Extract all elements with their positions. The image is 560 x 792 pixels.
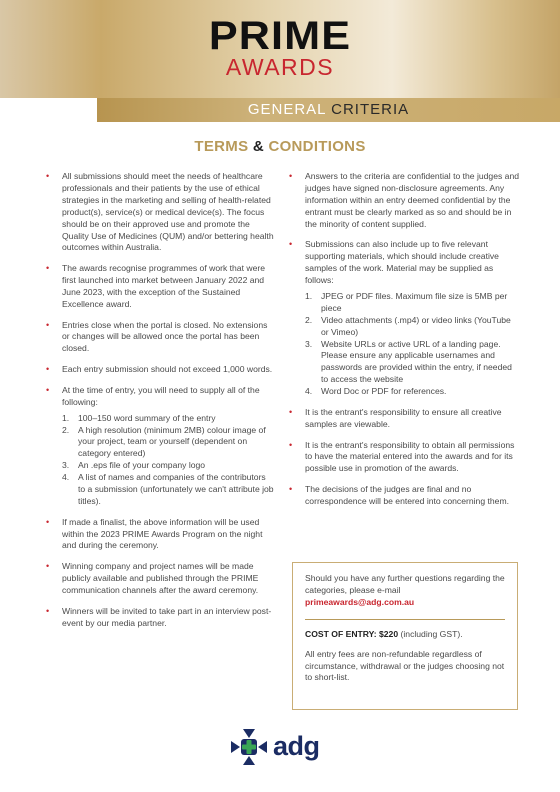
numbered-item-text: Word Doc or PDF for references. [321, 386, 447, 397]
bullet-icon: • [46, 263, 50, 274]
bullet-icon: • [46, 171, 50, 181]
bullet-icon: • [289, 484, 293, 495]
item-number: 2. [305, 314, 313, 325]
bullet-icon: • [289, 439, 293, 450]
numbered-item [62, 413, 274, 425]
list-item [289, 407, 519, 431]
bullet-icon: • [289, 171, 293, 181]
bullet-icon: • [46, 605, 50, 616]
left-column [46, 171, 274, 638]
list-item-text: Each entry submission should not exceed 1,000 words. [62, 364, 273, 375]
cost-of-entry [305, 629, 505, 641]
contact-divider [305, 619, 505, 620]
list-item [46, 364, 274, 376]
list-item-text: It is the entrant's responsibility to obtain all permissions to have the material entered into the awards and for its possible use in promotion of the awards. [305, 439, 515, 474]
section-band [97, 98, 560, 122]
list-item [46, 606, 274, 630]
list-item-text: The decisions of the judges are final and no correspondence will be entered into concerning them. [305, 484, 509, 506]
numbered-item-text: Website URLs or active URL of a landing page. Please ensure any applicable usernames and passwords are provided within the entry, if needed to access the website [321, 338, 512, 385]
right-column [289, 171, 519, 517]
numbered-item-text: 100–150 word summary of the entry [78, 412, 216, 423]
numbered-item [305, 339, 519, 387]
list-item [289, 484, 519, 508]
item-number: 1. [305, 290, 313, 301]
numbered-item-text: An .eps file of your company logo [78, 460, 206, 471]
list-item-text: All submissions should meet the needs of healthcare professionals and their patients by the use of ethical strategies in the marketing and selling of health-related product(s), service(s) or medical device(s). The focus should be on their approved use and promote the Quality Use of Medicines (QUM) and/or bettering health outcomes within Australia. [62, 171, 274, 253]
numbered-item [62, 425, 274, 461]
numbered-item [62, 460, 274, 472]
item-number: 2. [62, 424, 70, 435]
list-item-text: Winning company and project names will be made publicly available and published through the PRIME communication channels after the award ceremony. [62, 561, 259, 595]
list-item-text: Answers to the criteria are confidential to the judges and judges have signed non-disclosure agreements. Any information within an entry deemed confidential by the entrant must be clearly marked as so and should be in the minority of content supplied. [305, 171, 520, 229]
band-word-general: GENERAL [247, 101, 326, 118]
list-item-text: At the time of entry, you will need to supply all of the following: [62, 384, 260, 407]
bullet-icon: • [46, 384, 50, 395]
band-word-criteria: CRITERIA [331, 101, 410, 118]
item-number: 4. [305, 386, 313, 397]
prime-logo-text: PRIME [208, 14, 352, 58]
numbered-item-text: JPEG or PDF files. Maximum file size is 5MB per piece [321, 290, 508, 313]
numbered-item-text: A high resolution (minimum 2MB) colour image of your project, team or yourself (dependent on category entered) [78, 424, 266, 459]
title-terms: TERMS [194, 138, 249, 155]
contact-email-link[interactable]: primeawards@adg.com.au [305, 596, 415, 607]
item-number: 3. [62, 460, 70, 471]
list-item-text: Entries close when the portal is closed. No extensions or changes will be allowed once the portal has been closed. [62, 319, 268, 354]
numbered-item [305, 315, 519, 339]
bullet-icon: • [46, 364, 50, 375]
list-item [46, 517, 274, 553]
numbered-item [305, 291, 519, 315]
adg-logo-text: adg [273, 731, 320, 761]
title-conditions: CONDITIONS [268, 138, 366, 155]
list-item [46, 561, 274, 597]
numbered-list [62, 413, 274, 508]
numbered-item-text: Video attachments (.mp4) or video links (YouTube or Vimeo) [321, 314, 511, 337]
cost-label: COST OF ENTRY: $220 [305, 628, 399, 639]
contact-box [292, 562, 518, 710]
list-item [289, 239, 519, 398]
adg-logo [229, 727, 339, 767]
title-ampersand: & [252, 138, 264, 155]
list-item-text: It is the entrant's responsibility to ensure all creative samples are viewable. [305, 406, 502, 429]
bullet-icon: • [46, 561, 50, 572]
band-gap [0, 98, 97, 120]
list-item-text: Submissions can also include up to five relevant supporting materials, which should include creative samples of the work. Material may be supplied as follows: [305, 239, 499, 286]
bullet-icon: • [289, 239, 293, 250]
list-item [46, 320, 274, 356]
list-item-text: If made a finalist, the above information will be used within the 2023 PRIME Awards Program on the night and during the ceremony. [62, 516, 263, 551]
contact-question: Should you have any further questions regarding the categories, please e-mail [305, 573, 505, 595]
bullet-icon: • [289, 406, 293, 417]
item-number: 4. [62, 472, 70, 483]
list-item-text: Winners will be invited to take part in an interview post-event by our media partner. [62, 605, 272, 628]
bullet-icon: • [46, 516, 50, 527]
item-number: 1. [62, 412, 70, 423]
item-number: 3. [305, 338, 313, 349]
numbered-item [62, 472, 274, 508]
list-item [46, 263, 274, 311]
numbered-list [305, 291, 519, 398]
fees-note: All entry fees are non-refundable regardless of circumstance, withdrawal or the judges choosing not to short-list. [305, 648, 505, 683]
list-item [46, 171, 274, 254]
list-item [46, 385, 274, 508]
list-item [289, 171, 519, 231]
numbered-item-text: A list of names and companies of the contributors to a submission (unfortunately we can't attribute job titles). [78, 472, 274, 506]
list-item-text: The awards recognise programmes of work that were first launched into market between January 2022 and June 2023, with the exception of the Sustained Excellence award. [62, 263, 265, 309]
page-title [0, 138, 560, 155]
numbered-item [305, 386, 519, 398]
awards-logo-text: AWARDS [225, 54, 335, 80]
adg-cross-icon [229, 727, 269, 767]
bullet-icon: • [46, 319, 50, 330]
list-item [289, 440, 519, 476]
cost-note: (including GST). [398, 628, 463, 639]
